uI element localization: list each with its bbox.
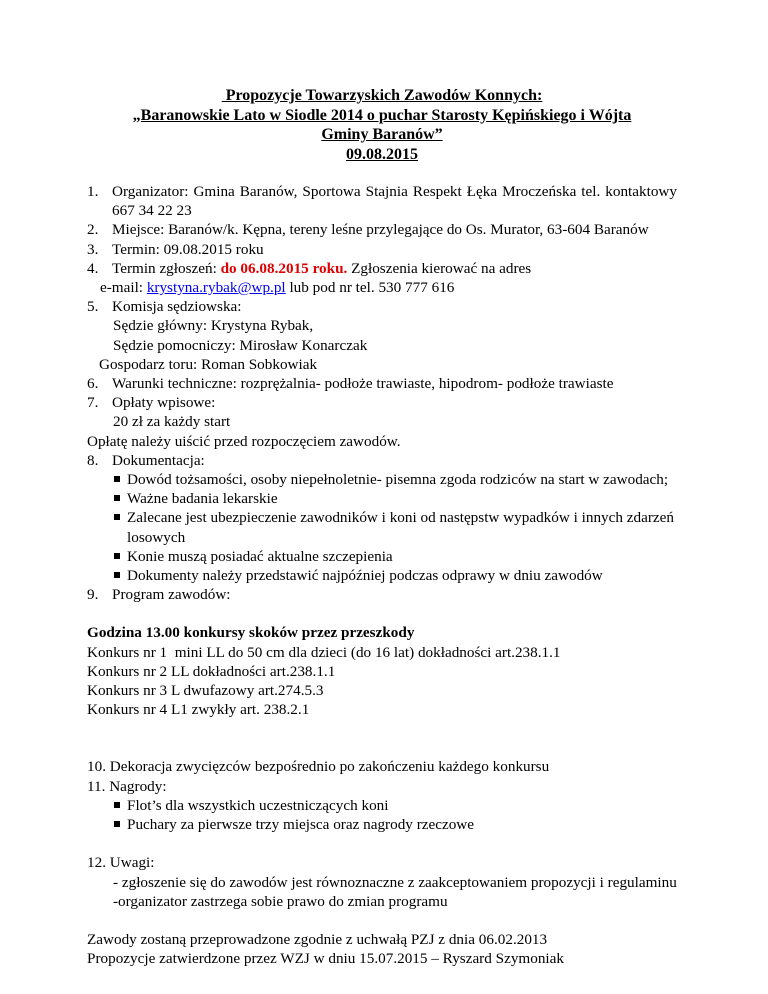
list-item-prizes: 11. Nagrody:: [87, 777, 167, 795]
list-item-registration: 4. Termin zgłoszeń: do 06.08.2015 roku. Zgłoszenia kierować na adres: [87, 259, 532, 277]
program-section: [87, 623, 677, 719]
list-item-technical: 6. Warunki techniczne: rozprężalnia- podłoże trawiaste, hipodrom- podłoże trawiaste: [87, 375, 614, 393]
square-bullet-icon: [114, 514, 120, 520]
list-item-place: 2. Miejsce: Baranów/k. Kępna, tereny leśne przylegające do Os. Murator, 63-604 Baranów: [87, 221, 649, 239]
list-item-remarks: 12. Uwagi:: [87, 854, 155, 872]
fee-note: Opłatę należy uiścić przed rozpoczęciem zawodów.: [87, 432, 401, 450]
prize-bullet: Flot’s dla wszystkich uczestniczących koni: [87, 796, 677, 815]
remark-item: -organizator zastrzega sobie prawo do zmian programu: [113, 892, 448, 910]
square-bullet-icon: [114, 821, 120, 827]
contest-item: Konkurs nr 3 L dwufazowy art.274.5.3: [87, 682, 324, 700]
list-item-documents: 8. Dokumentacja:: [87, 451, 205, 469]
list-item-date: 3. Termin: 09.08.2015 roku: [87, 240, 264, 258]
footer-section: [87, 930, 677, 968]
document-page: [87, 86, 677, 968]
square-bullet-icon: [114, 553, 120, 559]
document-bullet: Konie muszą posiadać aktualne szczepienia: [87, 547, 677, 566]
list-item-organizer: 1. Organizator: Gmina Baranów, Sportowa Stajnia Respekt Łęka Mroczeńska tel. kontaktowy 667 34 22 23: [87, 183, 677, 220]
contest-item: Konkurs nr 4 L1 zwykły art. 238.2.1: [87, 701, 310, 719]
square-bullet-icon: [114, 572, 120, 578]
square-bullet-icon: [114, 802, 120, 808]
proposal-list: [87, 182, 677, 604]
list-item-program: 9. Program zawodów:: [87, 586, 231, 604]
judge-main: Sędzie główny: Krystyna Rybak,: [113, 317, 314, 335]
document-title: [87, 86, 677, 164]
footer-regulation: Zawody zostaną przeprowadzone zgodnie z uchwałą PZJ z dnia 06.02.2013: [87, 930, 548, 948]
contest-item: Konkurs nr 2 LL dokładności art.238.1.1: [87, 662, 336, 680]
course-host: Gospodarz toru: Roman Sobkowiak: [99, 355, 318, 373]
square-bullet-icon: [114, 495, 120, 501]
program-heading: Godzina 13.00 konkursy skoków przez przeszkody: [87, 624, 415, 642]
prize-bullet: Puchary za pierwsze trzy miejsca oraz nagrody rzeczowe: [87, 815, 677, 834]
square-bullet-icon: [114, 476, 120, 482]
document-bullet: Dowód tożsamości, osoby niepełnoletnie- pisemna zgoda rodziców na start w zawodach;: [87, 470, 677, 489]
title-line-3: Gminy Baranów”: [321, 126, 443, 143]
document-bullet: Zalecane jest ubezpieczenie zawodników i koni od następstw wypadków i innych zdarzeń losowych: [87, 508, 677, 546]
fee-amount: 20 zł za każdy start: [113, 413, 231, 431]
list-item-decoration: 10. Dekoracja zwycięzców bezpośrednio po zakończeniu każdego konkursu: [87, 758, 550, 776]
list-item-fees: 7. Opłaty wpisowe:: [87, 394, 216, 412]
title-line-2: „Baranowskie Lato w Siodle 2014 o puchar Starosty Kępińskiego i Wójta: [132, 106, 632, 124]
remarks-section: [87, 853, 677, 911]
email-link[interactable]: krystyna.rybak@wp.pl: [146, 279, 286, 297]
list-item-judges: 5. Komisja sędziowska:: [87, 298, 242, 316]
contact-line: e-mail: krystyna.rybak@wp.pl lub pod nr tel. 530 777 616: [100, 279, 455, 297]
document-bullet: Dokumenty należy przedstawić najpóźniej podczas odprawy w dniu zawodów: [87, 566, 677, 585]
document-bullet: Ważne badania lekarskie: [87, 489, 677, 508]
title-date: 09.08.2015: [346, 145, 418, 163]
contest-item: Konkurs nr 1 mini LL do 50 cm dla dzieci (do 16 lat) dokładności art.238.1.1: [87, 643, 561, 661]
awards-section: [87, 757, 677, 834]
footer-approval: Propozycje zatwierdzone przez WZJ w dniu 15.07.2015 – Ryszard Szymoniak: [87, 950, 564, 968]
remark-item: - zgłoszenie się do zawodów jest równoznaczne z zaakceptowaniem propozycji i regulaminu: [113, 873, 677, 891]
title-line-1: Propozycje Towarzyskich Zawodów Konnych:: [221, 87, 543, 104]
registration-deadline: do 06.08.2015 roku.: [220, 259, 348, 277]
judge-assistant: Sędzie pomocniczy: Mirosław Konarczak: [113, 336, 368, 354]
